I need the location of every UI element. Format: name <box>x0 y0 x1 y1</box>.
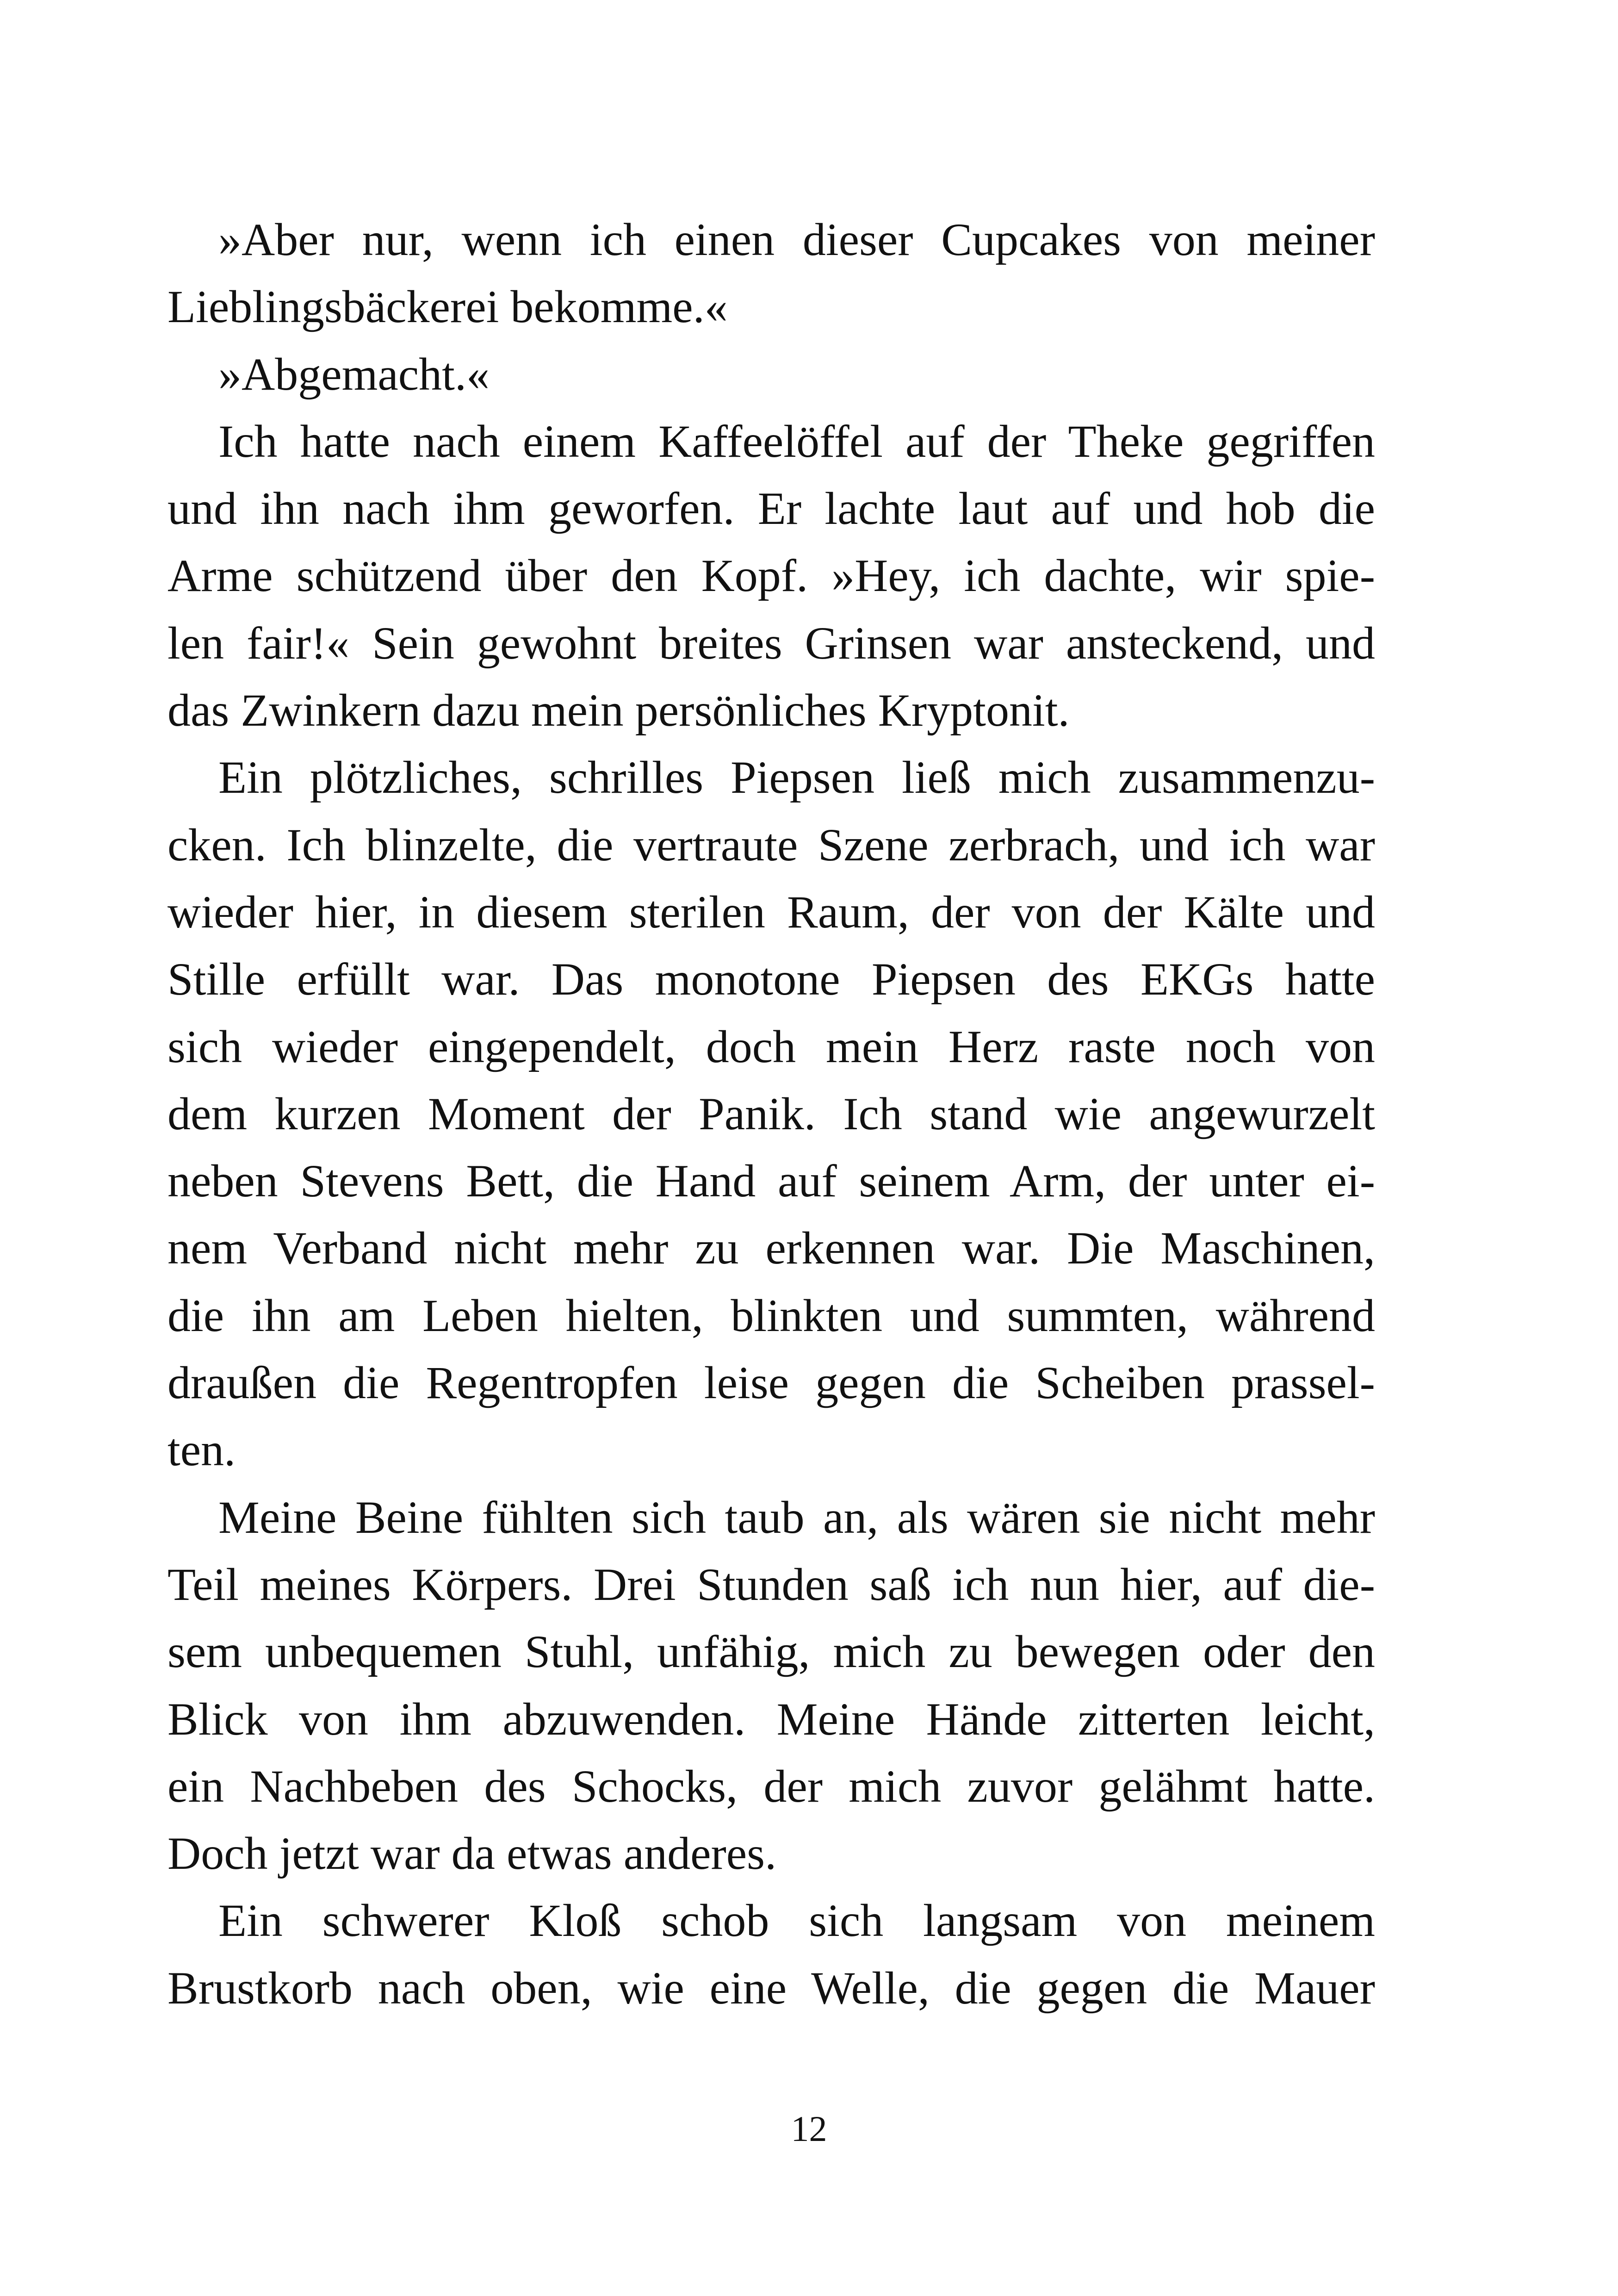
text-line: Brustkorb nach oben, wie eine Welle, die gegen die Mauer <box>167 1962 1375 2014</box>
text-line: Ein plötzliches, schrilles Piepsen ließ mich zusammenzu- <box>218 752 1375 803</box>
text-line: die ihn am Leben hielten, blinkten und summten, während <box>167 1289 1375 1341</box>
text-line: Stille erfüllt war. Das monotone Piepsen des EKGs hatte <box>167 953 1375 1005</box>
text-line: wieder hier, in diesem sterilen Raum, der von der Kälte und <box>167 886 1375 938</box>
text-line: Ein schwerer Kloß schob sich langsam von meinem <box>218 1895 1375 1947</box>
text-line: das Zwinkern dazu mein persönliches Kryptonit. <box>167 684 1070 736</box>
text-line: Blick von ihm abzuwenden. Meine Hände zitterten leicht, <box>167 1693 1375 1745</box>
text-line: Doch jetzt war da etwas anderes. <box>167 1828 777 1879</box>
text-line: sem unbequemen Stuhl, unfähig, mich zu bewegen oder den <box>167 1626 1375 1678</box>
text-line: »Abgemacht.« <box>218 348 490 400</box>
page-body-text <box>167 206 1375 2022</box>
text-line: Lieblingsbäckerei bekomme.« <box>167 281 728 333</box>
text-line: Meine Beine fühlten sich taub an, als wären sie nicht mehr <box>218 1491 1375 1543</box>
text-line: Teil meines Körpers. Drei Stunden saß ich nun hier, auf die- <box>167 1558 1375 1610</box>
text-line: draußen die Regentropfen leise gegen die Scheiben prassel- <box>167 1357 1375 1409</box>
text-line: ein Nachbeben des Schocks, der mich zuvor gelähmt hatte. <box>167 1760 1375 1812</box>
text-line: len fair!« Sein gewohnt breites Grinsen war ansteckend, und <box>167 617 1375 669</box>
text-line: Ich hatte nach einem Kaffeelöffel auf der Theke gegriffen <box>218 415 1375 467</box>
text-line: Arme schützend über den Kopf. »Hey, ich dachte, wir spie- <box>167 550 1375 602</box>
text-line: und ihn nach ihm geworfen. Er lachte laut auf und hob die <box>167 483 1375 535</box>
text-line: nem Verband nicht mehr zu erkennen war. Die Maschinen, <box>167 1222 1375 1274</box>
text-line: ten. <box>167 1424 236 1476</box>
text-line: cken. Ich blinzelte, die vertraute Szene zerbrach, und ich war <box>167 819 1375 871</box>
text-line: sich wieder eingependelt, doch mein Herz raste noch von <box>167 1020 1375 1072</box>
text-line: neben Stevens Bett, die Hand auf seinem Arm, der unter ei- <box>167 1155 1375 1207</box>
text-line: »Aber nur, wenn ich einen dieser Cupcakes von meiner <box>218 214 1375 265</box>
page-number: 12 <box>791 2109 827 2149</box>
text-line: dem kurzen Moment der Panik. Ich stand wie angewurzelt <box>167 1088 1375 1139</box>
